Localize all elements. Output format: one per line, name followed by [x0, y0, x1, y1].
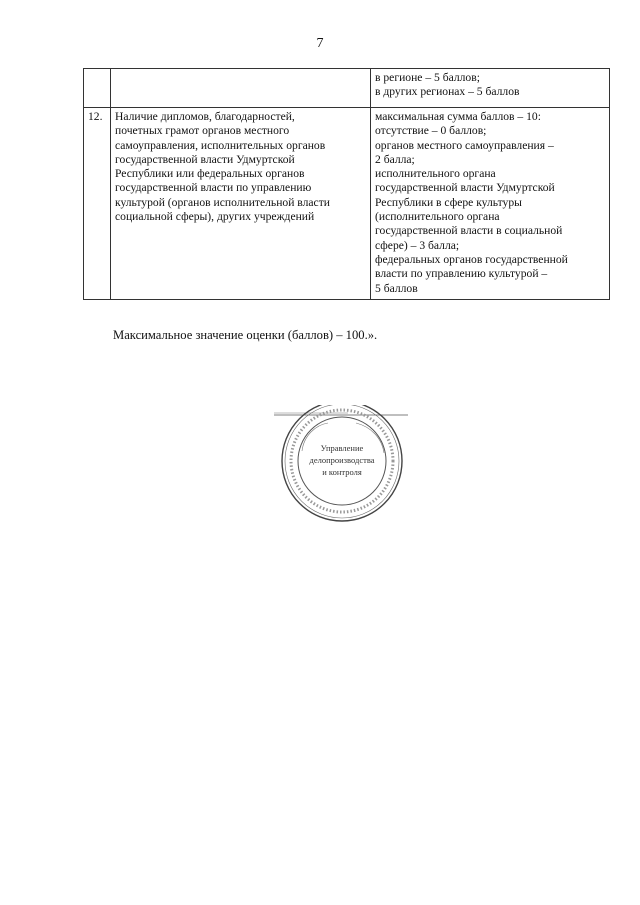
- description-line: почетных грамот органов местного: [115, 124, 290, 138]
- row-description-cell: [111, 108, 371, 300]
- description-line: государственной власти Удмуртской: [115, 152, 295, 166]
- score-line: органов местного самоуправления –: [375, 138, 554, 152]
- stamp-line: делопроизводства: [309, 455, 375, 465]
- description-line: Наличие дипломов, благодарностей,: [115, 110, 295, 123]
- row-number-cell: 12.: [84, 108, 111, 300]
- score-line: 5 баллов: [375, 281, 418, 295]
- row-score-cell: [371, 108, 610, 300]
- score-line: сфере) – 3 балла;: [375, 238, 460, 252]
- score-line: Республики в сфере культуры: [375, 195, 522, 209]
- page-number: 7: [316, 36, 324, 51]
- score-line: федеральных органов государственной: [375, 252, 568, 266]
- description-line: культурой (органов исполнительной власти: [115, 195, 330, 209]
- row-score-cell: [371, 69, 610, 108]
- description-line: социальной сферы), других учреждений: [115, 210, 315, 224]
- description-line: Республики или федеральных органов: [115, 167, 305, 181]
- score-line: (исполнительного органа: [375, 210, 500, 224]
- table-row-12: [84, 108, 610, 300]
- score-line: государственной власти в социальной: [375, 224, 563, 238]
- criteria-table: [83, 68, 610, 300]
- score-line: власти по управлению культурой –: [375, 267, 548, 281]
- max-score-text: Максимальное значение оценки (баллов) – 100.».: [113, 328, 378, 342]
- score-line: 2 балла;: [375, 152, 415, 166]
- official-stamp-seal: [268, 405, 410, 525]
- table-row-continuation: [84, 69, 610, 108]
- score-line: в других регионах – 5 баллов: [375, 85, 520, 99]
- score-line: государственной власти Удмуртской: [375, 181, 555, 195]
- score-line: в регионе – 5 баллов;: [375, 71, 480, 84]
- stamp-line: Управление: [320, 443, 364, 453]
- row-description-cell: [111, 69, 371, 108]
- score-line: максимальная сумма баллов – 10:: [375, 110, 541, 123]
- description-line: самоуправления, исполнительных органов: [115, 138, 326, 152]
- score-line: исполнительного органа: [375, 167, 496, 181]
- description-line: государственной власти по управлению: [115, 181, 312, 195]
- score-line: отсутствие – 0 баллов;: [375, 124, 487, 138]
- row-number-cell: [84, 69, 111, 108]
- stamp-line: и контроля: [322, 467, 362, 477]
